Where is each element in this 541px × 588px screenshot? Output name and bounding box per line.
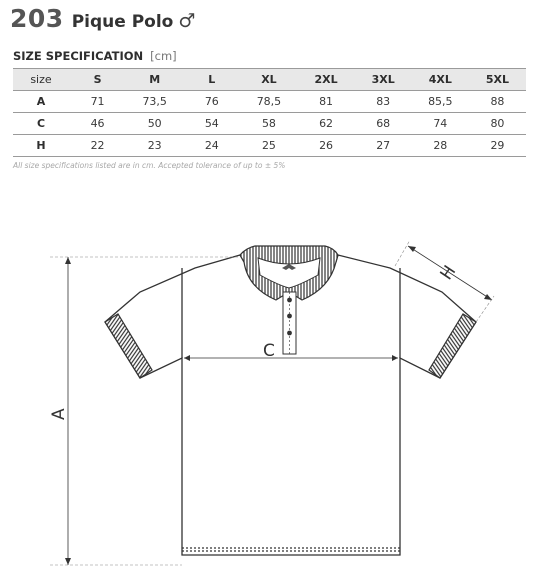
table-cell: 68 xyxy=(355,113,412,135)
table-cell: 80 xyxy=(469,113,526,135)
column-header: 5XL xyxy=(469,69,526,91)
button xyxy=(287,314,292,319)
button xyxy=(287,298,292,303)
column-header: 2XL xyxy=(298,69,355,91)
column-header: 4XL xyxy=(412,69,469,91)
table-cell: 88 xyxy=(469,91,526,113)
table-cell: 25 xyxy=(240,135,297,157)
button xyxy=(287,331,292,336)
size-spec-unit: [cm] xyxy=(150,49,177,63)
table-cell: 54 xyxy=(183,113,240,135)
row-label: A xyxy=(13,91,69,113)
table-cell: 29 xyxy=(469,135,526,157)
table-cell: 26 xyxy=(298,135,355,157)
male-icon: ♂ xyxy=(178,10,196,32)
table-cell: 58 xyxy=(240,113,297,135)
row-label: C xyxy=(13,113,69,135)
table-cell: 46 xyxy=(69,113,126,135)
table-cell: 71 xyxy=(69,91,126,113)
table-cell: 24 xyxy=(183,135,240,157)
row-label: H xyxy=(13,135,69,157)
product-code: 203 xyxy=(10,4,64,33)
table-cell: 74 xyxy=(412,113,469,135)
table-cell: 73,5 xyxy=(126,91,183,113)
table-cell: 85,5 xyxy=(412,91,469,113)
column-header: XL xyxy=(240,69,297,91)
column-header: 3XL xyxy=(355,69,412,91)
size-spec-title: SIZE SPECIFICATION xyxy=(13,49,144,63)
table-cell: 83 xyxy=(355,91,412,113)
table-cell: 81 xyxy=(298,91,355,113)
product-name: Pique Polo xyxy=(71,12,174,32)
column-header: L xyxy=(183,69,240,91)
table-cell: 28 xyxy=(412,135,469,157)
table-cell: 78,5 xyxy=(240,91,297,113)
column-header: M xyxy=(126,69,183,91)
table-cell: 23 xyxy=(126,135,183,157)
table-cell: 50 xyxy=(126,113,183,135)
tolerance-note: All size specifications listed are in cm. Accepted tolerance of up to ± 5% xyxy=(13,161,286,170)
column-header: S xyxy=(69,69,126,91)
label-a: A xyxy=(49,408,69,420)
label-c: C xyxy=(263,341,275,361)
table-cell: 62 xyxy=(298,113,355,135)
column-header: size xyxy=(13,69,69,91)
table-cell: 27 xyxy=(355,135,412,157)
table-cell: 76 xyxy=(183,91,240,113)
table-cell: 22 xyxy=(69,135,126,157)
label-h: H xyxy=(436,262,461,284)
